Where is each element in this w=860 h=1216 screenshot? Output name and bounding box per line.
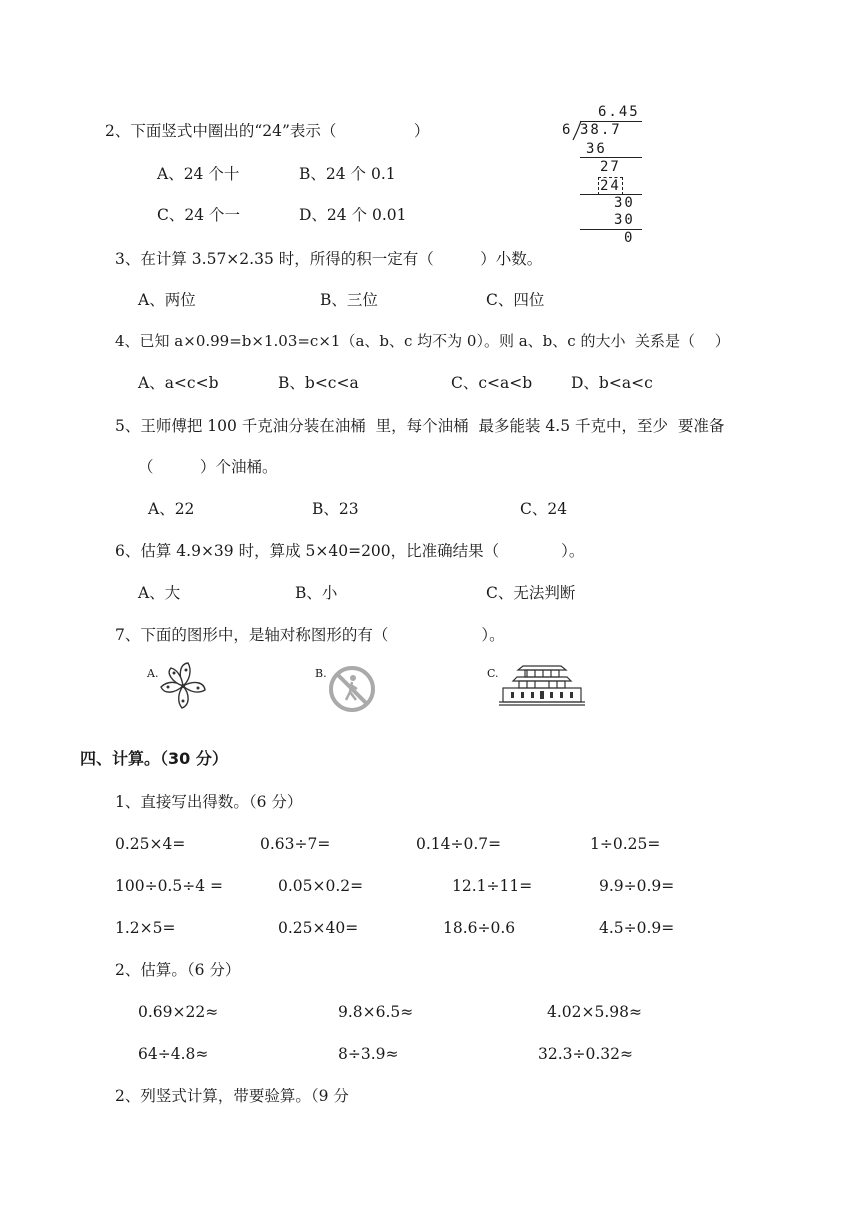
q2-stem: 2、下面竖式中圈出的“24”表示（ ） <box>105 122 430 140</box>
q4-option-b: B、b<c<a <box>278 374 359 392</box>
part1-r3-c2: 0.25×40= <box>278 919 359 937</box>
part2-r1-c1: 0.69×22≈ <box>138 1003 219 1021</box>
q4-option-d: D、b<a<c <box>571 374 653 392</box>
bauhinia-flower-icon <box>150 660 216 712</box>
part2-r1-c3: 4.02×5.98≈ <box>547 1003 642 1021</box>
q4-stem: 4、已知 a×0.99=b×1.03=c×1（a、b、c 均不为 0）。则 a、b、c 的大小 关系是（ ） <box>115 332 730 350</box>
part1-r2-c3: 12.1÷11= <box>452 877 533 895</box>
q2-option-b: B、24 个 0.1 <box>299 165 396 183</box>
section4-title: 四、计算。（30 分） <box>80 749 228 768</box>
part1-r1-c1: 0.25×4= <box>115 835 186 853</box>
no-pedestrian-sign-icon <box>326 663 378 715</box>
part2-r2-c3: 32.3÷0.32≈ <box>538 1045 633 1063</box>
division-step-4: 30 <box>614 195 635 211</box>
part2-r2-c2: 8÷3.9≈ <box>338 1045 399 1063</box>
part2-r2-c1: 64÷4.8≈ <box>138 1045 209 1063</box>
division-step-2: 27 <box>600 159 621 175</box>
part1-title: 1、直接写出得数。（6 分） <box>115 793 303 811</box>
q7-figure-c-label: C. <box>487 667 499 680</box>
q2-option-a: A、24 个十 <box>157 165 240 183</box>
part1-r1-c2: 0.63÷7= <box>260 835 331 853</box>
q5-stem-line1: 5、王师傅把 100 千克油分装在油桶 里，每个油桶 最多能装 4.5 千克中，至少 要准备 <box>115 417 725 435</box>
q3-option-c: C、四位 <box>486 291 545 309</box>
q2-option-d: D、24 个 0.01 <box>299 206 407 224</box>
q5-option-b: B、23 <box>312 500 359 518</box>
q2-option-c: C、24 个一 <box>157 206 241 224</box>
part1-r1-c4: 1÷0.25= <box>590 835 661 853</box>
division-step-5: 30 <box>614 212 635 228</box>
part1-r2-c2: 0.05×0.2= <box>278 877 364 895</box>
part2-title: 2、估算。（6 分） <box>115 961 241 979</box>
part3-title: 2、列竖式计算，带要验算。（9 分 <box>115 1087 349 1105</box>
q3-option-b: B、三位 <box>320 291 378 309</box>
q6-option-c: C、无法判断 <box>486 584 576 602</box>
part1-r3-c3: 18.6÷0.6 <box>443 919 516 937</box>
q3-stem: 3、在计算 3.57×2.35 时，所得的积一定有（ ）小数。 <box>115 250 543 268</box>
part1-r1-c3: 0.14÷0.7= <box>416 835 502 853</box>
q7-stem: 7、下面的图形中，是轴对称图形的有（ ）。 <box>115 626 505 644</box>
q5-option-c: C、24 <box>520 500 568 518</box>
division-step-3-circled: 24 <box>600 178 621 194</box>
q4-option-c: C、c<a<b <box>451 374 533 392</box>
q7-figure-a-label: A. <box>147 667 159 680</box>
division-step-1: 36 <box>586 141 607 157</box>
part1-r2-c4: 9.9÷0.9= <box>599 877 675 895</box>
tiananmen-gate-icon <box>497 660 587 710</box>
division-step-6: 0 <box>624 230 635 246</box>
q6-option-a: A、大 <box>138 584 181 602</box>
q3-option-a: A、两位 <box>138 291 196 309</box>
division-divisor: 6 <box>562 122 573 138</box>
q6-stem: 6、估算 4.9×39 时，算成 5×40=200，比准确结果（ ）。 <box>115 542 585 560</box>
part1-r3-c4: 4.5÷0.9= <box>599 919 675 937</box>
division-dividend: 38.7 <box>580 122 622 138</box>
q5-option-a: A、22 <box>148 500 195 518</box>
part1-r2-c1: 100÷0.5÷4 = <box>115 877 223 895</box>
q6-option-b: B、小 <box>295 584 338 602</box>
division-quotient: 6.45 <box>598 104 640 120</box>
long-division-figure <box>560 96 650 246</box>
q7-figure-b-label: B. <box>315 667 327 680</box>
part2-r1-c2: 9.8×6.5≈ <box>338 1003 414 1021</box>
part1-r3-c1: 1.2×5= <box>115 919 176 937</box>
q5-stem-line2: （ ）个油桶。 <box>138 458 278 476</box>
q4-option-a: A、a<c<b <box>138 374 219 392</box>
